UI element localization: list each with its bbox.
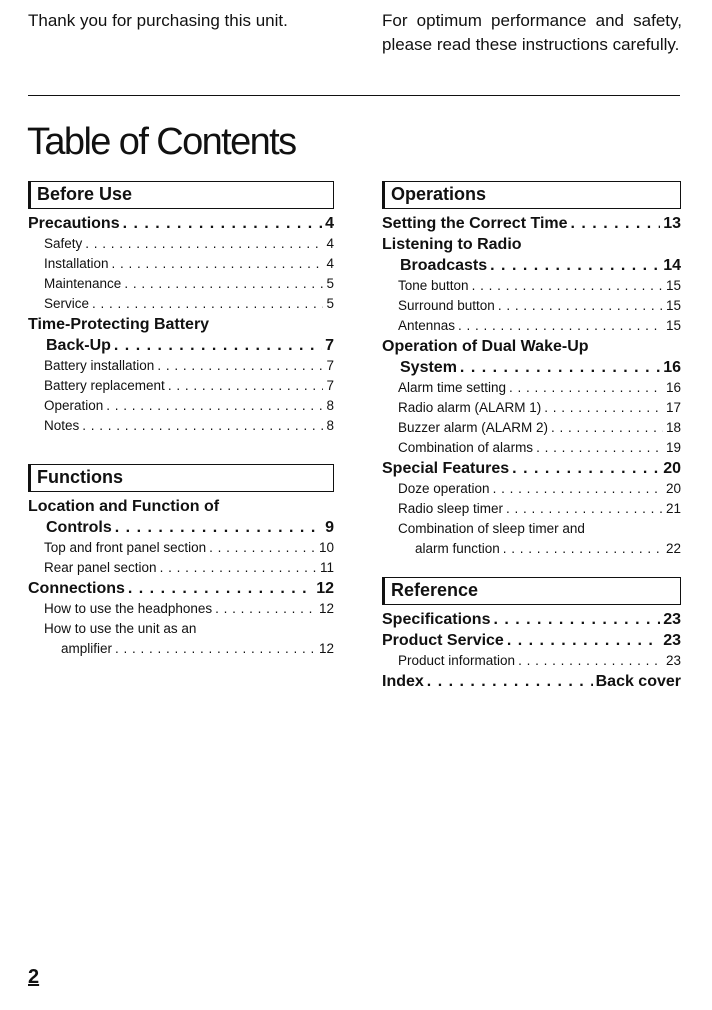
toc-entry-amplifier[interactable] (28, 639, 334, 659)
toc-entry-correct-time[interactable] (382, 213, 681, 234)
entry-page: 5 (326, 296, 334, 311)
toc-entry-location-line1[interactable]: Location and Function of (28, 498, 220, 515)
entry-page: 12 (318, 641, 334, 656)
entry-page: 18 (665, 420, 681, 435)
entry-page: 4 (326, 256, 334, 271)
entry-title: Maintenance (44, 276, 122, 291)
toc-entry-battery[interactable] (28, 335, 334, 356)
toc-entry-product-information[interactable] (382, 651, 681, 671)
toc-entry-battery-line1[interactable]: Time-Protecting Battery (28, 316, 210, 333)
divider-rule (28, 95, 680, 96)
toc-entry-specifications[interactable] (382, 609, 681, 630)
toc-entry-safety[interactable] (28, 234, 334, 254)
entry-page: 8 (326, 418, 334, 433)
toc-entry-combo-sleep[interactable] (382, 539, 681, 559)
section-header-functions: Functions (28, 464, 334, 492)
toc-left-column (28, 181, 334, 659)
entry-page: 13 (663, 215, 681, 232)
toc-entry-combination-alarms[interactable] (382, 438, 681, 458)
entry-page: 11 (319, 560, 334, 575)
section-header-operations: Operations (382, 181, 681, 209)
entry-page: 12 (316, 580, 334, 597)
toc-entry-amplifier-line1[interactable]: How to use the unit as an (44, 621, 197, 636)
intro-instructions: For optimum performance and safety, please read these instructions carefully. (382, 11, 682, 54)
entry-title: Installation (44, 256, 109, 271)
entry-page: 14 (663, 257, 681, 274)
entry-page: 7 (326, 358, 334, 373)
toc-entry-service[interactable] (28, 294, 334, 314)
entry-title: Top and front panel section (44, 540, 207, 555)
entry-page: 20 (663, 460, 681, 477)
toc-entry-radio-line1[interactable]: Listening to Radio (382, 236, 522, 253)
entry-title: Index (382, 673, 424, 690)
entry-title: Rear panel section (44, 560, 157, 575)
entry-title: Special Features (382, 460, 510, 477)
toc-entry-antennas[interactable] (382, 316, 681, 336)
toc-entry-dual-wake[interactable] (382, 357, 681, 378)
entry-page: 15 (665, 278, 681, 293)
toc-entry-buzzer-alarm[interactable] (382, 418, 681, 438)
entry-page: 23 (665, 653, 681, 668)
intro-thanks: Thank you for purchasing this unit. (28, 11, 288, 30)
entry-page: 16 (665, 380, 681, 395)
entry-page: 20 (665, 481, 681, 496)
entry-title: Specifications (382, 611, 491, 628)
entry-page: 9 (325, 519, 334, 536)
entry-page: 10 (318, 540, 334, 555)
entry-title: Tone button (398, 278, 469, 293)
entry-title: Controls (46, 519, 112, 536)
entry-title: amplifier (61, 641, 113, 656)
entry-title: Product information (398, 653, 516, 668)
entry-page: Back cover (595, 673, 681, 690)
toc-entry-notes[interactable] (28, 416, 334, 436)
entry-title: Surround button (398, 298, 495, 313)
entry-page: 21 (665, 501, 681, 516)
toc-entry-top-front-panel[interactable] (28, 538, 334, 558)
toc-entry-alarm-time[interactable] (382, 378, 681, 398)
entry-title: Safety (44, 236, 83, 251)
entry-title: System (400, 359, 457, 376)
entry-title: Back-Up (46, 337, 111, 354)
toc-entry-radio-alarm[interactable] (382, 398, 681, 418)
toc-entry-precautions[interactable] (28, 213, 334, 234)
entry-title: Radio alarm (ALARM 1) (398, 400, 542, 415)
toc-entry-doze[interactable] (382, 479, 681, 499)
toc-entry-location[interactable] (28, 517, 334, 538)
toc-entry-rear-panel[interactable] (28, 558, 334, 578)
entry-page: 5 (326, 276, 334, 291)
page-title: Table of Contents (27, 121, 296, 163)
entry-page: 7 (326, 378, 334, 393)
entry-title: Connections (28, 580, 125, 597)
toc-right-column (382, 181, 681, 692)
entry-title: Battery replacement (44, 378, 165, 393)
toc-entry-index[interactable] (382, 671, 681, 692)
entry-page: 23 (663, 611, 681, 628)
entry-title: Notes (44, 418, 80, 433)
toc-entry-installation[interactable] (28, 254, 334, 274)
toc-entry-tone-button[interactable] (382, 276, 681, 296)
toc-entry-radio-sleep[interactable] (382, 499, 681, 519)
entry-page: 15 (665, 318, 681, 333)
entry-title: Buzzer alarm (ALARM 2) (398, 420, 549, 435)
entry-page: 23 (663, 632, 681, 649)
entry-page: 16 (663, 359, 681, 376)
entry-page: 19 (665, 440, 681, 455)
toc-entry-headphones[interactable] (28, 599, 334, 619)
entry-title: Combination of alarms (398, 440, 534, 455)
entry-title: Alarm time setting (398, 380, 507, 395)
entry-title: Precautions (28, 215, 120, 232)
entry-title: Radio sleep timer (398, 501, 504, 516)
toc-entry-dual-wake-line1[interactable]: Operation of Dual Wake-Up (382, 338, 589, 355)
toc-entry-radio-broadcasts[interactable] (382, 255, 681, 276)
toc-entry-combo-sleep-line1[interactable]: Combination of sleep timer and (398, 521, 585, 536)
entry-page: 15 (665, 298, 681, 313)
entry-title: Broadcasts (400, 257, 488, 274)
toc-entry-connections[interactable] (28, 578, 334, 599)
entry-page: 8 (326, 398, 334, 413)
entry-title: Operation (44, 398, 104, 413)
entry-page: 12 (318, 601, 334, 616)
entry-title: Service (44, 296, 90, 311)
toc-entry-battery-replacement[interactable] (28, 376, 334, 396)
entry-page: 4 (326, 236, 334, 251)
toc-entry-maintenance[interactable] (28, 274, 334, 294)
entry-title: How to use the headphones (44, 601, 213, 616)
toc-entry-special-features[interactable] (382, 458, 681, 479)
entry-page: 4 (325, 215, 334, 232)
toc-entry-product-service[interactable] (382, 630, 681, 651)
entry-title: Product Service (382, 632, 504, 649)
entry-title: Doze operation (398, 481, 490, 496)
entry-page: 22 (665, 541, 681, 556)
entry-title: alarm function (415, 541, 500, 556)
entry-title: Antennas (398, 318, 456, 333)
toc-entry-surround-button[interactable] (382, 296, 681, 316)
section-header-before-use: Before Use (28, 181, 334, 209)
entry-page: 7 (325, 337, 334, 354)
page-number: 2 (28, 966, 40, 988)
toc-entry-battery-installation[interactable] (28, 356, 334, 376)
entry-page: 17 (665, 400, 681, 415)
toc-entry-operation[interactable] (28, 396, 334, 416)
section-header-reference: Reference (382, 577, 681, 605)
entry-title: Battery installation (44, 358, 155, 373)
entry-title: Setting the Correct Time (382, 215, 568, 232)
